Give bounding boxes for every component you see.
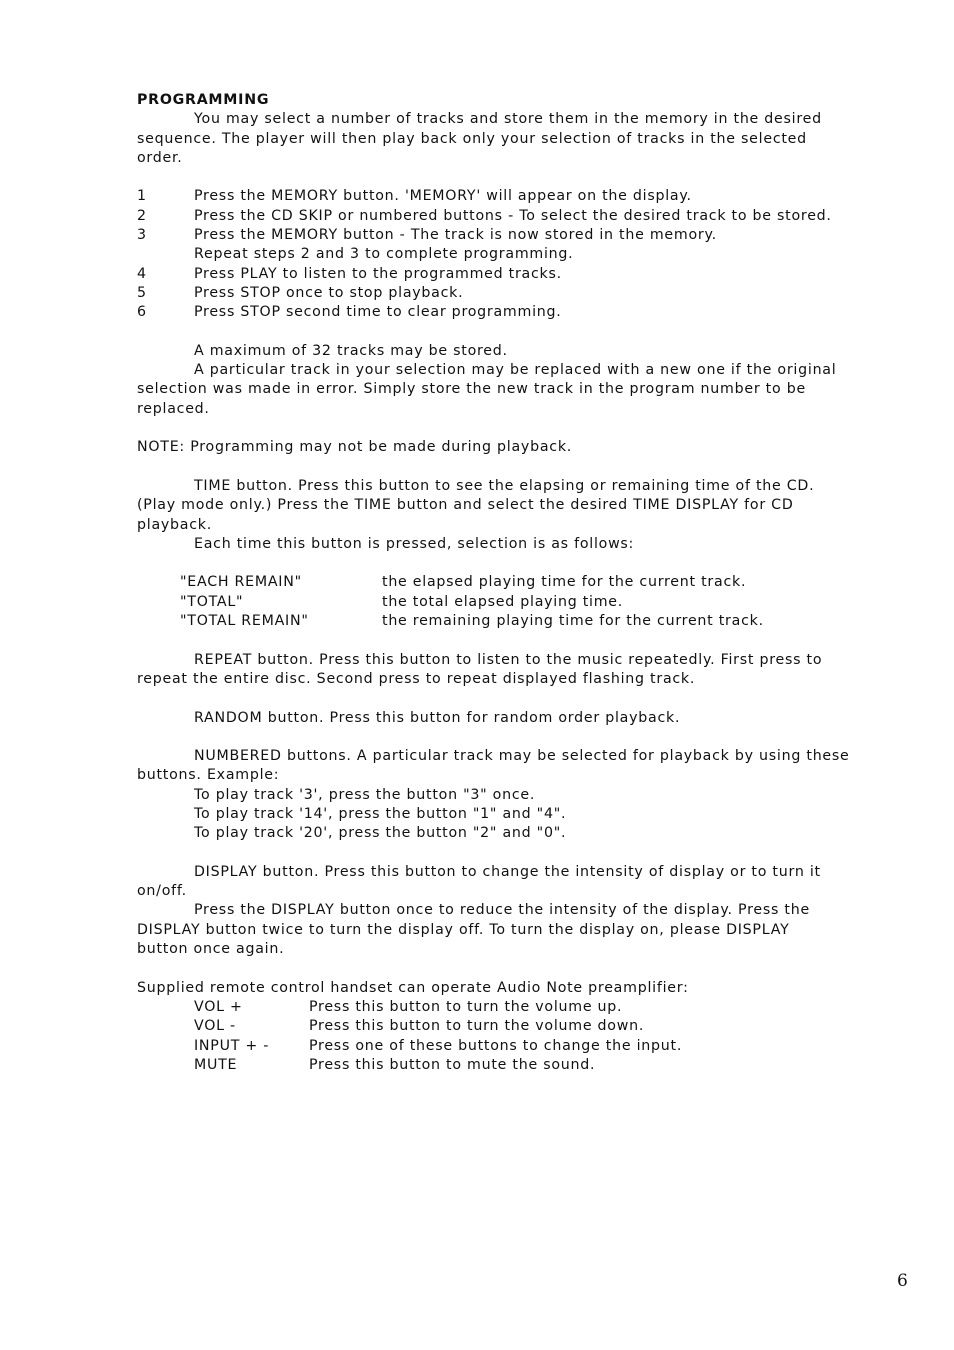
remote-button-row [137,1017,907,1036]
remote-button-label: VOL + [194,998,243,1015]
step-row [137,303,907,322]
step-number: 6 [137,304,147,321]
spacer [137,959,907,978]
time-selection-intro: Each time this button is pressed, selection is as follows: [194,535,635,552]
remote-button-desc: Press this button to turn the volume up. [309,998,623,1015]
step-text: Press the CD SKIP or numbered buttons - To select the desired track to be stored. [194,207,832,224]
step-row [137,207,907,226]
display-line: button once again. [137,941,285,958]
remote-button-desc: Press this button to turn the volume down. [309,1018,645,1035]
display-line: DISPLAY button. Press this button to change the intensity of display or to turn it [194,863,821,880]
step-number: 5 [137,284,147,301]
replace-line: A particular track in your selection may be replaced with a new one if the original [194,362,837,379]
time-line: TIME button. Press this button to see the elapsing or remaining time of the CD. [194,477,815,494]
numbered-line: buttons. Example: [137,767,280,784]
step-row [137,187,907,206]
numbered-example: To play track '3', press the button "3" once. [194,786,536,803]
spacer [137,689,907,708]
time-mode-desc: the elapsed playing time for the current track. [382,574,747,591]
programming-note: NOTE: Programming may not be made during playback. [137,439,573,456]
time-mode-row [137,573,907,592]
intro-line: order. [137,149,183,166]
spacer [137,728,907,747]
step-row [137,245,907,264]
step-text: Repeat steps 2 and 3 to complete programming. [194,246,574,263]
step-text: Press the MEMORY button - The track is now stored in the memory. [194,227,717,244]
spacer [137,458,907,477]
remote-button-label: VOL - [194,1018,236,1035]
spacer [137,168,907,187]
page-number: 6 [897,1271,908,1291]
remote-button-table [137,998,907,1075]
repeat-line: REPEAT button. Press this button to listen to the music repeatedly. First press to [194,651,823,668]
intro-line: You may select a number of tracks and store them in the memory in the desired [194,111,822,128]
replace-line: replaced. [137,400,210,417]
step-text: Press PLAY to listen to the programmed tracks. [194,265,562,282]
remote-button-desc: Press this button to mute the sound. [309,1056,596,1073]
time-mode-desc: the remaining playing time for the current track. [382,613,764,630]
remote-button-row [137,1056,907,1075]
max-tracks-note: A maximum of 32 tracks may be stored. [194,342,508,359]
time-mode-label: "EACH REMAIN" [180,574,302,591]
display-line: Press the DISPLAY button once to reduce the intensity of the display. Press the [194,902,810,919]
section-title: PROGRAMMING [137,92,270,108]
time-line: playback. [137,516,213,533]
step-number: 4 [137,265,147,282]
display-line: DISPLAY button twice to turn the display off. To turn the display on, please DISPLAY [137,921,790,938]
random-line: RANDOM button. Press this button for random order playback. [194,709,681,726]
repeat-line: repeat the entire disc. Second press to repeat displayed flashing track. [137,670,696,687]
step-row [137,284,907,303]
numbered-line: NUMBERED buttons. A particular track may be selected for playback by using these [194,748,850,765]
spacer [137,554,907,573]
step-number: 1 [137,188,147,205]
remote-intro: Supplied remote control handset can operate Audio Note preamplifier: [137,979,689,996]
spacer [137,323,907,342]
spacer [137,419,907,438]
remote-button-row [137,998,907,1017]
step-row [137,226,907,245]
time-mode-table [137,573,907,631]
numbered-example: To play track '14', press the button "1" and "4". [194,805,567,822]
step-text: Press STOP second time to clear programming. [194,304,562,321]
remote-button-label: INPUT + - [194,1037,270,1054]
step-text: Press STOP once to stop playback. [194,284,464,301]
spacer [137,631,907,650]
remote-button-row [137,1037,907,1056]
step-number: 2 [137,207,147,224]
time-mode-row [137,593,907,612]
remote-button-desc: Press one of these buttons to change the input. [309,1037,683,1054]
time-line: (Play mode only.) Press the TIME button and select the desired TIME DISPLAY for CD [137,497,794,514]
numbered-example: To play track '20', press the button "2" and "0". [194,825,567,842]
step-text: Press the MEMORY button. 'MEMORY' will appear on the display. [194,188,692,205]
replace-line: selection was made in error. Simply store the new track in the program number to be [137,381,806,398]
programming-steps [137,187,907,322]
time-mode-desc: the total elapsed playing time. [382,593,624,610]
step-row [137,265,907,284]
manual-page [137,91,907,1075]
step-number: 3 [137,227,147,244]
remote-button-label: MUTE [194,1056,238,1073]
spacer [137,844,907,863]
display-line: on/off. [137,883,187,900]
time-mode-label: "TOTAL" [180,593,244,610]
time-mode-label: "TOTAL REMAIN" [180,613,309,630]
time-mode-row [137,612,907,631]
intro-line: sequence. The player will then play back only your selection of tracks in the selected [137,130,807,147]
